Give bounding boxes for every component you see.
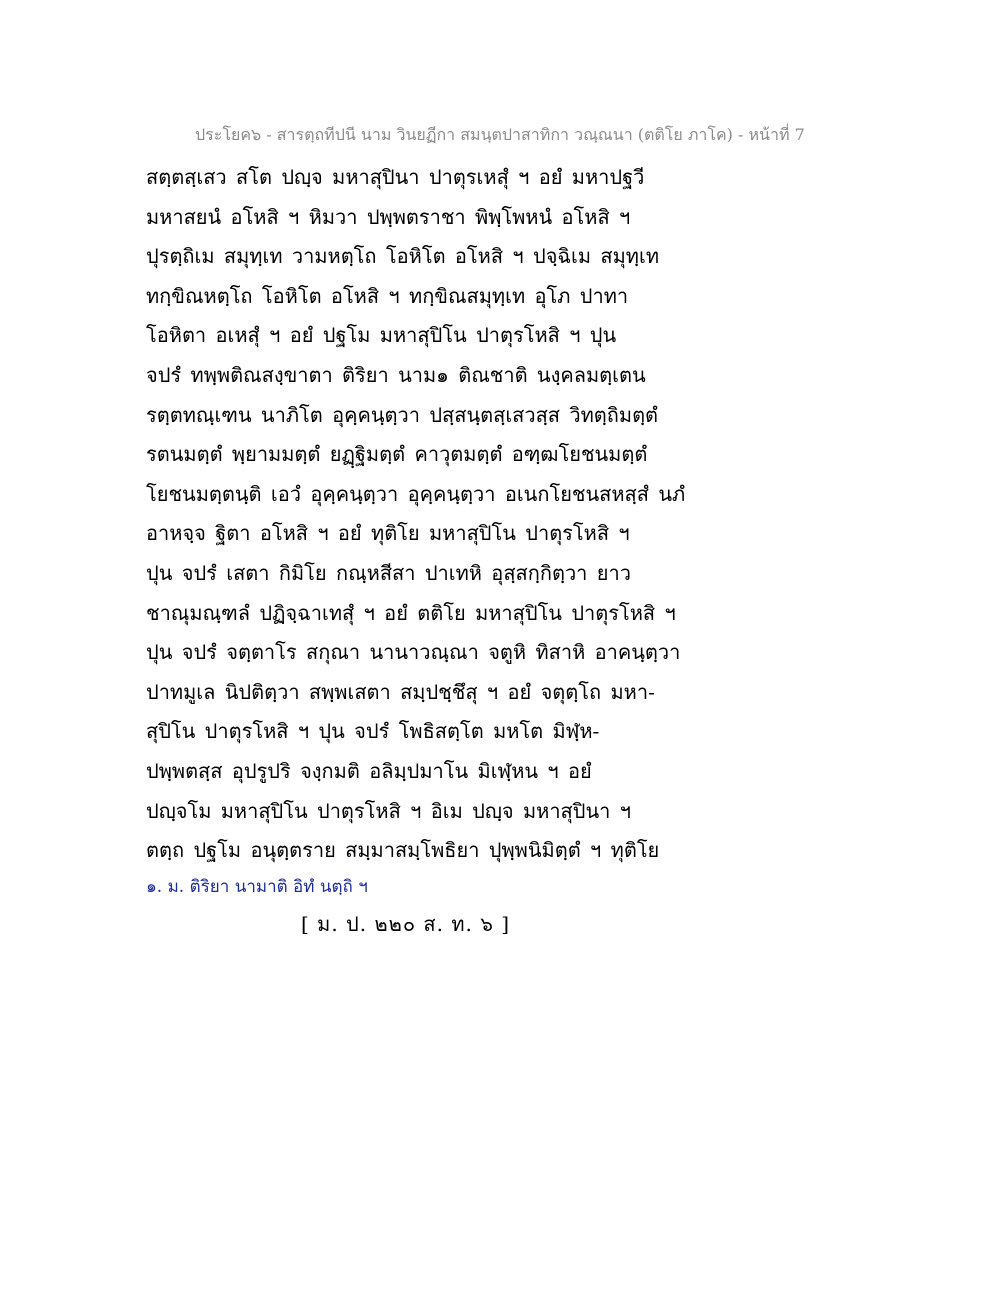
page-header: ประโยค๖ - สารตฺถทีปนี นาม วินยฏีกา สมนฺตปาสาทิกา วณฺณนา (ตติโย ภาโค) - หน้าที่ 7 xyxy=(195,125,805,144)
body-line: รตฺตทณฺเฑน นาภิโต อุคฺคนฺตฺวา ปสฺสนฺตสฺเสวสฺส วิทตฺถิมตฺตํ xyxy=(146,402,659,427)
body-text xyxy=(146,158,846,871)
body-line: ปญฺจโม มหาสุปิโน ปาตุรโหสิ ฯ อิเม ปญฺจ มหาสุปินา ฯ xyxy=(146,798,631,823)
body-line: ปุน จปรํ จตฺตาโร สกุณา นานาวณฺณา จตูหิ ทิสาหิ อาคนฺตฺวา xyxy=(146,640,681,665)
body-line: รตนมตฺตํ พฺยามมตฺตํ ยฏฺฐิมตฺตํ คาวุตมตฺตํ อฑฺฒโยชนมตฺตํ xyxy=(146,442,648,467)
body-line: ตตฺถ ปฐโม อนุตฺตราย สมฺมาสมฺโพธิยา ปุพฺพนิมิตฺตํ ฯ ทุติโย xyxy=(146,838,660,863)
body-line: จปรํ ทพฺพติณสงฺขาตา ติริยา นาม๑ ติณชาติ นงฺคลมตฺเตน xyxy=(146,362,646,387)
body-line: ปาทมูเล นิปติตฺวา สพฺพเสตา สมฺปชฺชึสุ ฯ อยํ จตุตฺโถ มหา- xyxy=(146,679,655,704)
body-line: ชาณุมณฺฑลํ ปฏิจฺฉาเทสุํ ฯ อยํ ตติโย มหาสุปิโน ปาตุรโหสิ ฯ xyxy=(146,600,676,625)
body-line: โยชนมตฺตนฺติ เอวํ อุคฺคนฺตฺวา อุคฺคนฺตฺวา อเนกโยชนสหสฺสํ นภํ xyxy=(146,481,686,506)
body-line: โอหิตา อเหสุํ ฯ อยํ ปฐโม มหาสุปิโน ปาตุรโหสิ ฯ ปุน xyxy=(146,323,617,348)
body-line: ปุน จปรํ เสตา กิมิโย กณฺหสีสา ปาเทหิ อุสฺสกฺกิตฺวา ยาว xyxy=(146,560,631,585)
body-line: มหาสยนํ อโหสิ ฯ หิมวา ปพฺพตราชา พิพฺโพหนํ อโหสิ ฯ xyxy=(146,204,631,229)
body-line: ทกฺขิณหตฺโถ โอหิโต อโหสิ ฯ ทกฺขิณสมุทฺเท อุโภ ปาทา xyxy=(146,283,629,308)
body-line: ปพฺพตสฺส อุปรูปริ จงฺกมติ อลิมฺปมาโน มิเฬฺหน ฯ อยํ xyxy=(146,758,592,783)
body-line: สุปิโน ปาตุรโหสิ ฯ ปุน จปรํ โพธิสตฺโต มหโต มิฬฺห- xyxy=(146,719,600,744)
body-line: สตฺตสฺเสว สโต ปญฺจ มหาสุปินา ปาตุรเหสุํ ฯ อยํ มหาปฐวี xyxy=(146,165,645,189)
page-reference: [ ม. ป. ๒๒๐ ส. ท. ๖ ] xyxy=(301,912,511,936)
footnote: ๑. ม. ติริยา นามาติ อิทํ นตฺถิ ฯ xyxy=(146,877,368,897)
body-line: ปุรตฺถิเม สมุทฺเท วามหตฺโถ โอหิโต อโหสิ ฯ ปจฺฉิเม สมุทฺเท xyxy=(146,244,660,269)
body-line: อาหจฺจ ฐิตา อโหสิ ฯ อยํ ทุติโย มหาสุปิโน ปาตุรโหสิ ฯ xyxy=(146,521,630,546)
